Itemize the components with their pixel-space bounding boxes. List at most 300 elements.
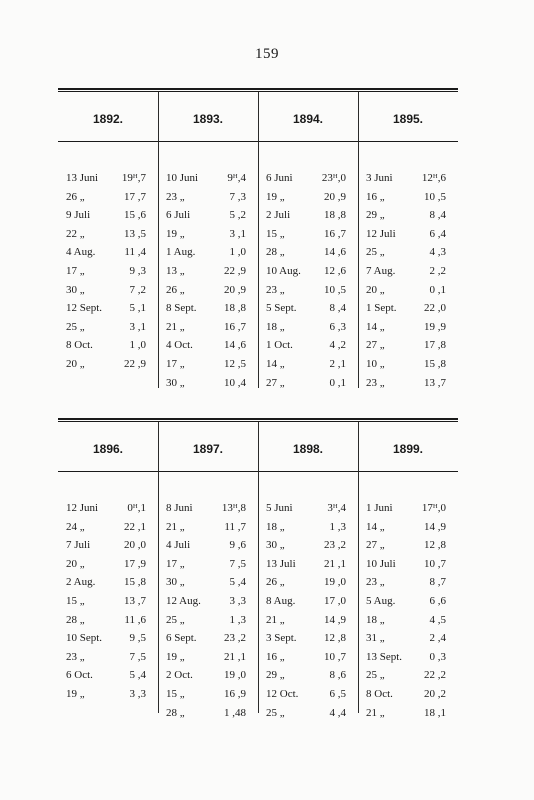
table-row xyxy=(160,521,256,540)
value-cell: 5 ,2 xyxy=(229,209,246,222)
date-cell: 13 Juli xyxy=(266,557,296,570)
date-cell: 12 Aug. xyxy=(166,594,201,607)
value-cell: 11 ,7 xyxy=(224,520,246,533)
table-row xyxy=(160,377,256,396)
date-cell: 19 „ xyxy=(166,227,185,240)
table-row xyxy=(260,265,356,284)
date-cell: 2 Aug. xyxy=(66,576,96,589)
value-cell: 16 ,7 xyxy=(324,227,346,240)
date-cell: 21 „ xyxy=(166,520,185,533)
date-cell: 18 „ xyxy=(266,520,285,533)
table-row xyxy=(260,595,356,614)
date-cell: 27 „ xyxy=(366,339,385,352)
date-cell: 23 „ xyxy=(366,376,385,389)
table-row xyxy=(60,265,156,284)
date-cell: 10 Sept. xyxy=(66,632,103,645)
table-row xyxy=(360,358,456,377)
table-row xyxy=(60,558,156,577)
date-cell: 6 Juli xyxy=(166,209,191,222)
date-cell: 14 „ xyxy=(366,320,385,333)
date-cell: 26 „ xyxy=(266,576,285,589)
date-cell: 26 „ xyxy=(66,190,85,203)
value-cell: 23 ,2 xyxy=(224,632,246,645)
year-header: 1898. xyxy=(292,442,324,456)
value-cell: 14 ,9 xyxy=(424,520,446,533)
value-cell: 23ᴴ,0 xyxy=(321,172,346,184)
value-cell: 15 ,6 xyxy=(124,209,146,222)
table-row xyxy=(360,651,456,670)
value-cell: 1 ,0 xyxy=(229,246,246,259)
value-cell: 17 ,0 xyxy=(324,594,346,607)
table-row xyxy=(160,595,256,614)
date-cell: 4 Aug. xyxy=(66,246,96,259)
value-cell: 0 ,1 xyxy=(329,376,346,389)
table-row xyxy=(260,502,356,521)
year-column xyxy=(160,502,256,725)
table-row xyxy=(260,614,356,633)
value-cell: 17 ,7 xyxy=(124,190,146,203)
year-column xyxy=(260,172,356,395)
ephemeris-table-1896-1899 xyxy=(58,418,458,719)
date-cell: 1 Aug. xyxy=(166,246,196,259)
date-cell: 4 Oct. xyxy=(166,339,193,352)
value-cell: 13 ,7 xyxy=(424,376,446,389)
value-cell: 21 ,1 xyxy=(324,557,346,570)
table-row xyxy=(360,558,456,577)
value-cell: 9 ,5 xyxy=(129,632,146,645)
value-cell: 13 ,5 xyxy=(124,227,146,240)
date-cell: 17 „ xyxy=(66,264,85,277)
year-column xyxy=(360,172,456,395)
value-cell: 1 ,48 xyxy=(224,706,246,719)
value-cell: 19 ,0 xyxy=(224,669,246,682)
value-cell: 15 ,8 xyxy=(424,357,446,370)
table-row xyxy=(60,651,156,670)
date-cell: 25 „ xyxy=(366,669,385,682)
table-row xyxy=(360,191,456,210)
value-cell: 1 ,0 xyxy=(129,339,146,352)
table-row xyxy=(260,321,356,340)
value-cell: 20 ,0 xyxy=(124,539,146,552)
table-row xyxy=(260,651,356,670)
table-row xyxy=(160,539,256,558)
date-cell: 8 Juni xyxy=(166,502,193,514)
date-cell: 19 „ xyxy=(66,687,85,700)
value-cell: 2 ,1 xyxy=(329,357,346,370)
value-cell: 22 ,1 xyxy=(124,520,146,533)
date-cell: 13 „ xyxy=(166,264,185,277)
table-row xyxy=(160,265,256,284)
value-cell: 13ᴴ,8 xyxy=(221,502,246,514)
date-cell: 15 „ xyxy=(66,594,85,607)
date-cell: 15 „ xyxy=(166,687,185,700)
table-row xyxy=(160,172,256,191)
table-row xyxy=(160,321,256,340)
table-row xyxy=(60,339,156,358)
value-cell: 12ᴴ,6 xyxy=(421,172,446,184)
value-cell: 21 ,1 xyxy=(224,650,246,663)
year-header: 1894. xyxy=(292,112,324,126)
table-row xyxy=(360,172,456,191)
table-row xyxy=(260,284,356,303)
table-row xyxy=(360,209,456,228)
date-cell: 16 „ xyxy=(266,650,285,663)
table-row xyxy=(60,321,156,340)
table-row xyxy=(160,651,256,670)
date-cell: 13 Sept. xyxy=(366,650,403,663)
table-row xyxy=(360,595,456,614)
value-cell: 6 ,6 xyxy=(429,594,446,607)
table-row xyxy=(360,265,456,284)
date-cell: 25 „ xyxy=(366,246,385,259)
year-header: 1899. xyxy=(392,442,424,456)
year-column xyxy=(260,502,356,725)
table-row xyxy=(160,284,256,303)
table-row xyxy=(160,614,256,633)
date-cell: 17 „ xyxy=(166,557,185,570)
value-cell: 16 ,7 xyxy=(224,320,246,333)
date-cell: 13 Juni xyxy=(66,172,99,184)
value-cell: 10 ,7 xyxy=(324,650,346,663)
table-row xyxy=(60,302,156,321)
year-column xyxy=(160,172,256,395)
value-cell: 3 ,1 xyxy=(129,320,146,333)
value-cell: 10 ,7 xyxy=(424,557,446,570)
table-row xyxy=(260,172,356,191)
value-cell: 17ᴴ,0 xyxy=(421,502,446,514)
value-cell: 6 ,5 xyxy=(329,687,346,700)
date-cell: 21 „ xyxy=(266,613,285,626)
date-cell: 21 „ xyxy=(166,320,185,333)
value-cell: 20 ,9 xyxy=(324,190,346,203)
value-cell: 12 ,5 xyxy=(224,357,246,370)
value-cell: 1 ,3 xyxy=(229,613,246,626)
date-cell: 14 „ xyxy=(366,520,385,533)
value-cell: 4 ,3 xyxy=(429,246,446,259)
value-cell: 8 ,4 xyxy=(429,209,446,222)
year-header: 1897. xyxy=(192,442,224,456)
table-row xyxy=(60,502,156,521)
table-row xyxy=(160,191,256,210)
date-cell: 20 „ xyxy=(66,557,85,570)
table-row xyxy=(360,707,456,726)
table-row xyxy=(360,521,456,540)
table-row xyxy=(160,502,256,521)
table-row xyxy=(60,669,156,688)
date-cell: 3 Juni xyxy=(366,172,393,184)
value-cell: 7 ,5 xyxy=(129,650,146,663)
date-cell: 16 „ xyxy=(366,190,385,203)
date-cell: 31 „ xyxy=(366,632,385,645)
table-row xyxy=(360,614,456,633)
value-cell: 4 ,4 xyxy=(329,706,346,719)
value-cell: 17 ,9 xyxy=(124,557,146,570)
date-cell: 9 Juli xyxy=(66,209,91,222)
table-row xyxy=(60,614,156,633)
value-cell: 7 ,2 xyxy=(129,283,146,296)
table-row xyxy=(160,228,256,247)
date-cell: 5 Juni xyxy=(266,502,293,514)
date-cell: 6 Oct. xyxy=(66,669,93,682)
year-column xyxy=(60,172,156,377)
value-cell: 22 ,9 xyxy=(224,264,246,277)
year-header: 1893. xyxy=(192,112,224,126)
date-cell: 12 Juli xyxy=(366,227,396,240)
table-row xyxy=(60,539,156,558)
value-cell: 19 ,0 xyxy=(324,576,346,589)
date-cell: 14 „ xyxy=(266,357,285,370)
column-divider xyxy=(358,92,359,388)
value-cell: 8 ,6 xyxy=(329,669,346,682)
date-cell: 20 „ xyxy=(366,283,385,296)
date-cell: 30 „ xyxy=(266,539,285,552)
date-cell: 20 „ xyxy=(66,357,85,370)
table-row xyxy=(360,688,456,707)
date-cell: 26 „ xyxy=(166,283,185,296)
date-cell: 30 „ xyxy=(166,576,185,589)
date-cell: 10 Juli xyxy=(366,557,396,570)
table-row xyxy=(60,632,156,651)
table-row xyxy=(160,558,256,577)
value-cell: 9ᴴ,4 xyxy=(227,172,246,184)
table-row xyxy=(60,358,156,377)
date-cell: 25 „ xyxy=(66,320,85,333)
date-cell: 23 „ xyxy=(166,190,185,203)
date-cell: 15 „ xyxy=(266,227,285,240)
date-cell: 18 „ xyxy=(366,613,385,626)
table-row xyxy=(60,228,156,247)
value-cell: 19 ,9 xyxy=(424,320,446,333)
date-cell: 5 Sept. xyxy=(266,302,297,315)
date-cell: 18 „ xyxy=(266,320,285,333)
date-cell: 19 „ xyxy=(166,650,185,663)
year-header: 1896. xyxy=(92,442,124,456)
table-row xyxy=(160,688,256,707)
date-cell: 28 „ xyxy=(166,706,185,719)
date-cell: 28 „ xyxy=(266,246,285,259)
table-row xyxy=(360,539,456,558)
value-cell: 12 ,8 xyxy=(324,632,346,645)
value-cell: 10 ,4 xyxy=(224,376,246,389)
table-row xyxy=(260,521,356,540)
date-cell: 23 „ xyxy=(266,283,285,296)
date-cell: 1 Oct. xyxy=(266,339,293,352)
value-cell: 5 ,4 xyxy=(229,576,246,589)
table-row xyxy=(60,246,156,265)
date-cell: 8 Aug. xyxy=(266,594,296,607)
table-row xyxy=(60,688,156,707)
table-row xyxy=(260,339,356,358)
value-cell: 3ᴴ,4 xyxy=(327,502,346,514)
value-cell: 5 ,4 xyxy=(129,669,146,682)
value-cell: 6 ,3 xyxy=(329,320,346,333)
value-cell: 3 ,3 xyxy=(129,687,146,700)
table-row xyxy=(360,576,456,595)
date-cell: 24 „ xyxy=(66,520,85,533)
column-divider xyxy=(258,422,259,713)
value-cell: 6 ,4 xyxy=(429,227,446,240)
date-cell: 23 „ xyxy=(366,576,385,589)
value-cell: 13 ,7 xyxy=(124,594,146,607)
value-cell: 22 ,0 xyxy=(424,302,446,315)
date-cell: 10 Aug. xyxy=(266,264,301,277)
page-number: 159 xyxy=(255,46,279,62)
table-row xyxy=(260,377,356,396)
date-cell: 3 Sept. xyxy=(266,632,297,645)
date-cell: 10 Juni xyxy=(166,172,199,184)
value-cell: 7 ,3 xyxy=(229,190,246,203)
value-cell: 11 ,4 xyxy=(124,246,146,259)
date-cell: 12 Juni xyxy=(66,502,99,514)
value-cell: 16 ,9 xyxy=(224,687,246,700)
value-cell: 20 ,2 xyxy=(424,687,446,700)
date-cell: 8 Oct. xyxy=(366,687,393,700)
ephemeris-table-1892-1895 xyxy=(58,88,458,388)
date-cell: 17 „ xyxy=(166,357,185,370)
table-row xyxy=(160,209,256,228)
date-cell: 25 „ xyxy=(266,706,285,719)
table-row xyxy=(60,191,156,210)
column-divider xyxy=(158,422,159,713)
value-cell: 12 ,8 xyxy=(424,539,446,552)
date-cell: 12 Oct. xyxy=(266,687,299,700)
table-row xyxy=(60,284,156,303)
table-row xyxy=(60,209,156,228)
date-cell: 12 Sept. xyxy=(66,302,103,315)
value-cell: 8 ,4 xyxy=(329,302,346,315)
date-cell: 4 Juli xyxy=(166,539,191,552)
value-cell: 17 ,8 xyxy=(424,339,446,352)
value-cell: 0ᴴ,1 xyxy=(127,502,146,514)
date-cell: 1 Juni xyxy=(366,502,393,514)
column-divider xyxy=(358,422,359,713)
table-row xyxy=(360,246,456,265)
value-cell: 3 ,3 xyxy=(229,594,246,607)
value-cell: 10 ,5 xyxy=(324,283,346,296)
value-cell: 18 ,8 xyxy=(324,209,346,222)
value-cell: 22 ,2 xyxy=(424,669,446,682)
table-row xyxy=(160,576,256,595)
table-row xyxy=(360,339,456,358)
value-cell: 0 ,1 xyxy=(429,283,446,296)
value-cell: 14 ,6 xyxy=(224,339,246,352)
date-cell: 27 „ xyxy=(366,539,385,552)
table-row xyxy=(260,688,356,707)
value-cell: 11 ,6 xyxy=(124,613,146,626)
year-column xyxy=(360,502,456,725)
table-row xyxy=(60,576,156,595)
date-cell: 21 „ xyxy=(366,706,385,719)
value-cell: 7 ,5 xyxy=(229,557,246,570)
date-cell: 30 „ xyxy=(66,283,85,296)
table-row xyxy=(160,358,256,377)
table-row xyxy=(260,576,356,595)
value-cell: 9 ,3 xyxy=(129,264,146,277)
value-cell: 23 ,2 xyxy=(324,539,346,552)
value-cell: 18 ,1 xyxy=(424,706,446,719)
value-cell: 14 ,9 xyxy=(324,613,346,626)
table-row xyxy=(360,632,456,651)
date-cell: 30 „ xyxy=(166,376,185,389)
value-cell: 14 ,6 xyxy=(324,246,346,259)
table-row xyxy=(360,669,456,688)
value-cell: 15 ,8 xyxy=(124,576,146,589)
table-row xyxy=(60,595,156,614)
date-cell: 28 „ xyxy=(66,613,85,626)
date-cell: 2 Oct. xyxy=(166,669,193,682)
date-cell: 1 Sept. xyxy=(366,302,397,315)
date-cell: 8 Oct. xyxy=(66,339,93,352)
date-cell: 6 Juni xyxy=(266,172,293,184)
value-cell: 19ᴴ,7 xyxy=(121,172,146,184)
table-row xyxy=(160,302,256,321)
value-cell: 2 ,2 xyxy=(429,264,446,277)
value-cell: 5 ,1 xyxy=(129,302,146,315)
table-row xyxy=(360,502,456,521)
table-row xyxy=(160,707,256,726)
table-row xyxy=(260,191,356,210)
date-cell: 22 „ xyxy=(66,227,85,240)
date-cell: 19 „ xyxy=(266,190,285,203)
value-cell: 0 ,3 xyxy=(429,650,446,663)
date-cell: 23 „ xyxy=(66,650,85,663)
table-row xyxy=(260,358,356,377)
table-row xyxy=(360,284,456,303)
date-cell: 7 Juli xyxy=(66,539,91,552)
table-row xyxy=(260,228,356,247)
table-row xyxy=(260,302,356,321)
value-cell: 1 ,3 xyxy=(329,520,346,533)
table-row xyxy=(260,707,356,726)
table-row xyxy=(260,246,356,265)
value-cell: 9 ,6 xyxy=(229,539,246,552)
value-cell: 3 ,1 xyxy=(229,227,246,240)
date-cell: 2 Juli xyxy=(266,209,291,222)
table-row xyxy=(160,632,256,651)
table-row xyxy=(360,377,456,396)
value-cell: 18 ,8 xyxy=(224,302,246,315)
date-cell: 29 „ xyxy=(366,209,385,222)
date-cell: 8 Sept. xyxy=(166,302,197,315)
table-row xyxy=(360,228,456,247)
table-row xyxy=(60,521,156,540)
value-cell: 8 ,7 xyxy=(429,576,446,589)
date-cell: 5 Aug. xyxy=(366,594,396,607)
table-row xyxy=(360,302,456,321)
date-cell: 29 „ xyxy=(266,669,285,682)
year-header: 1895. xyxy=(392,112,424,126)
table-row xyxy=(260,669,356,688)
year-header: 1892. xyxy=(92,112,124,126)
table-row xyxy=(160,669,256,688)
table-row xyxy=(260,539,356,558)
table-row xyxy=(360,321,456,340)
value-cell: 10 ,5 xyxy=(424,190,446,203)
column-divider xyxy=(258,92,259,388)
date-cell: 6 Sept. xyxy=(166,632,197,645)
table-row xyxy=(260,632,356,651)
value-cell: 2 ,4 xyxy=(429,632,446,645)
year-column xyxy=(60,502,156,707)
value-cell: 4 ,2 xyxy=(329,339,346,352)
date-cell: 7 Aug. xyxy=(366,264,396,277)
table-row xyxy=(160,246,256,265)
date-cell: 10 „ xyxy=(366,357,385,370)
value-cell: 22 ,9 xyxy=(124,357,146,370)
date-cell: 27 „ xyxy=(266,376,285,389)
value-cell: 12 ,6 xyxy=(324,264,346,277)
table-row xyxy=(160,339,256,358)
